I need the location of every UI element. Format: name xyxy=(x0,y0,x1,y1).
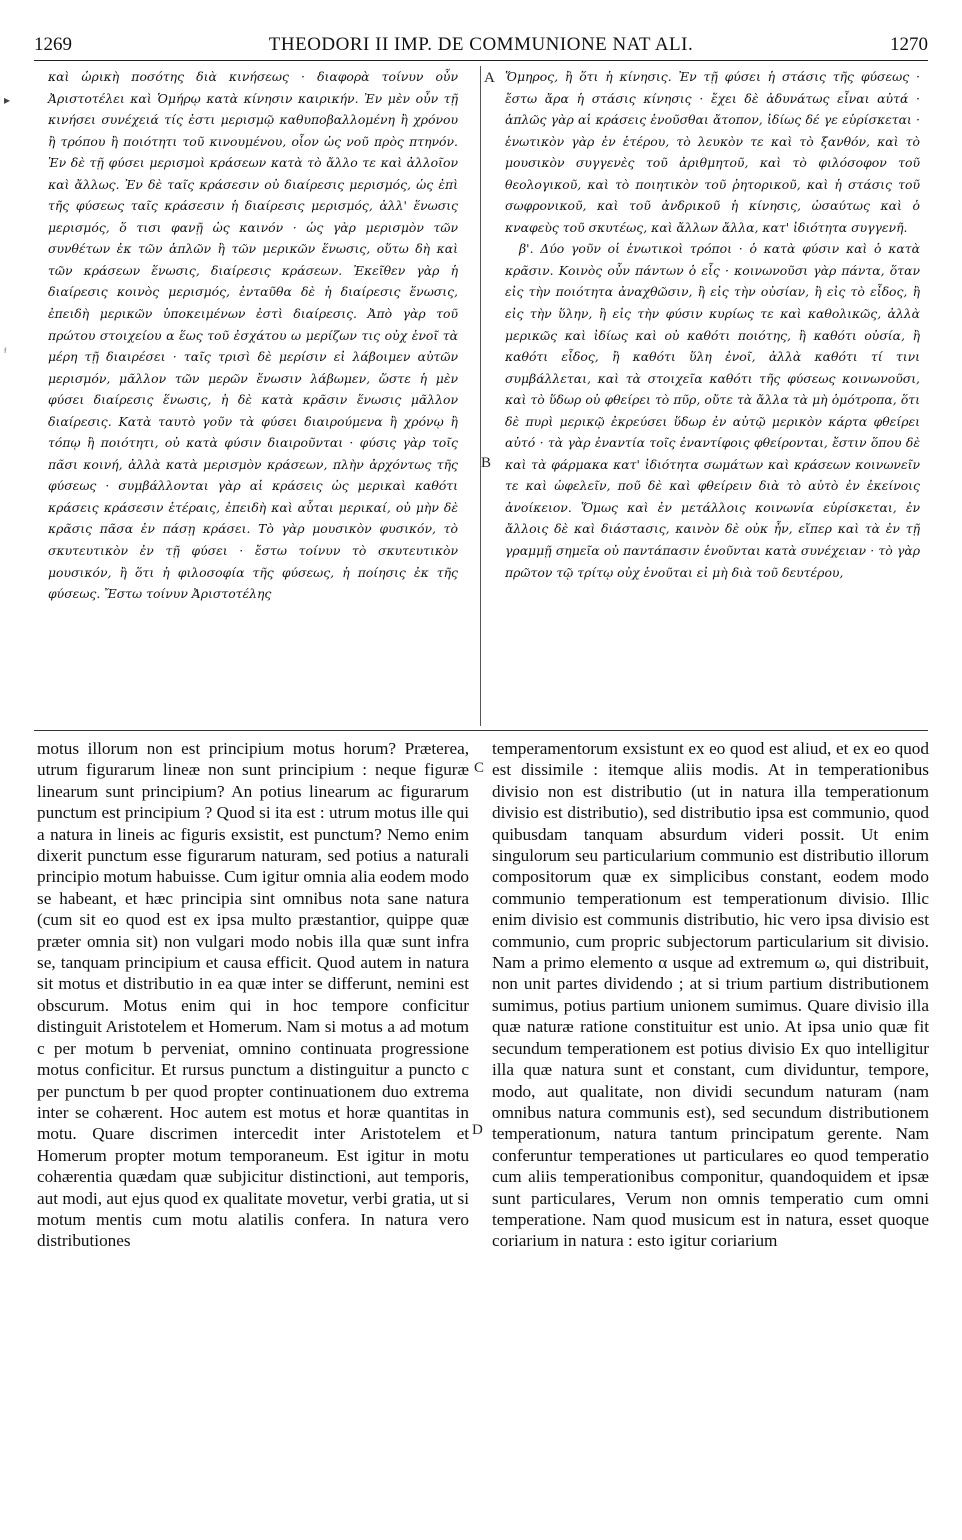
greek-column-left xyxy=(48,66,458,605)
greek-paragraph: β'. Δύο γοῦν οἱ ἑνωτικοὶ τρόποι · ὁ κατὰ φύσιν καὶ ὁ κατὰ κρᾶσιν. Κοινὸς οὖν πάντων ὁ εἷς · κοινωνοῦσι γὰρ πάντα, ὅταν εἰς τὴν ποιότητα ἀναχθῶσιν, ἢ εἰς τὴν οὐσίαν, ἢ εἰς τὸ εἶδος, ἢ εἰς τὴν ὕλην, ἢ εἰς τὴν φύσιν κυρίως τε καὶ καθολικῶς, ἀλλὰ μερικῶς καὶ ἰδίως καὶ οὐ καθότι ποιότης, ἢ καθότι οὐσία, ἢ καθότι εἶδος, ἢ καθότι ὕλη ἐνοῖ, ἀλλὰ καθότι τί τινι συμβάλλεται, καὶ τὰ στοιχεῖα καθότι τῆς φύσεως κοινωνοῦσι, καὶ τὸ ὕδωρ οὐ φθείρει τὸ πῦρ, οὔτε τὰ ἄλλα τὰ μὴ ὁμότροπα, ὅτι δὲ πυρὶ μερικῷ ἐκρεύσει ὕδωρ ἐν αὐτῷ μερικὸν κάρτα φθείρει αὐτό · τὰ γὰρ ἐναντία τοῖς ἐναντίφοις φθείρονται, ἔστιν ὅπου δὲ καὶ τὰ φάρμακα κατ' ἰδιότητα σωμάτων καὶ κράσεων κοινωνεῖν τε καὶ ὠφελεῖν, ποῦ δὲ καὶ φθείρειν διὰ τὸ αὐτὸ ἐν ἐκείνοις ἀνοίκειον. Ὅμως καὶ ἐν μετάλλοις κοινωνία εὑρίσκεται, ἐν ἄλλοις δὲ καὶ διάστασις, καινὸν δὲ οὐκ ἦν, εἴπερ καὶ τὰ ἐν τῇ γραμμῇ σημεῖα οὐ παντάπασιν ἑνοῦνται κατὰ συνέχειαν · τὸ γὰρ πρῶτον τῷ τρίτῳ οὐχ ἑνοῦται εἰ μὴ διὰ τοῦ δευτέρου, xyxy=(505,241,920,580)
greek-paragraph: καὶ ὡρικὴ ποσότης διὰ κινήσεως · διαφορὰ τοίνυν οὖν Ἀριστοτέλει καὶ Ὁμήρῳ κατὰ κίνησιν καιρικήν. Ἐν μὲν οὖν τῇ κινήσει συνέχειά τίς ἐστι μερισμῷ καθυποβαλλομένη ἢ χρόνου ἢ τρόπου ἢ ποιότητι τοῦ κινουμένου, οἷον ὡς νοῦ πρὸς πτηνόν. Ἐν δὲ τῇ φύσει μερισμοὶ κράσεων κατὰ τὸ ἄλλο τε καὶ ἀλλοῖον καὶ ἄλλως. Ἐν δὲ ταῖς κράσεσιν οὐ διαίρεσις μερισμός, ὡς ἐπὶ τῆς φύσεως ταῖς κράσεσιν ἡ διαίρεσις μερισμός, ἀλλ' ἕνωσις μερισμός, ὅ τισι φανῇ ὡς καινόν · ὡς γὰρ μερισμὸν τῶν συνθέτων ἐκ τῶν ἁπλῶν ἢ τῶν μερικῶν ἕνωσις, οὕτω δὴ καὶ τῶν κράσεων ἕνωσις, διαίρεσις κράσεων. Ἐκεῖθεν γὰρ ἡ διαίρεσις κοινὸς μερισμός, ἐνταῦθα δὲ ἡ διαίρεσις ἕνωσις, ἐπειδὴ μερικῶν ὑποκειμένων ἐστὶ διαίρεσις. Ἀπὸ γὰρ τοῦ πρώτου στοιχείου α ἕως τοῦ ἐσχάτου ω μερίζων τις οὐχ ἑνοῖ τὰ μέρη τῇ διαιρέσει · ταῖς τρισὶ δὲ μερίσιν εἰ λάβοιμεν αὐτῶν μερισμόν, μᾶλλον τῶν μερῶν ἕνωσιν λάβωμεν, ὥστε ἡ μὲν φύσει διαίρεσις ἕνωσις, ἡ δὲ κατὰ κρᾶσιν ἕνωσις μᾶλλον διαίρεσις. Κατὰ ταυτὸ γοῦν τὰ φύσει διαιρούμενα ἢ χρόνῳ ἢ τόπῳ ἢ ποιότητι, οὐ κατὰ φύσιν διαιροῦνται · φύσις γὰρ τοῖς πᾶσι κοινή, ἀλλὰ κατὰ μερισμὸν κράσεων, πλὴν ἀρχόντως τῆς φύσεως · συμβάλλονται γὰρ αἱ κράσεις ὡς μερικαὶ καθότι κράσεις κράσεσιν ἑτέραις, ἐπειδὴ καὶ αὗται μερικαί, οὐ μὴν δὲ κρᾶσις πᾶσα ἐν πάσῃ κράσει. Τὸ γὰρ μουσικὸν φυσικόν, τὸ σκυτευτικὸν ἐν τῇ φύσει · ἔστω τοίνυν τὸ σκυτευτικὸν μουσικόν, ἢ ὅτι ἡ φιλοσοφία τῆς φύσεως, ἡ ποίησις ἐκ τῆς φύσεως. Ἔστω τοίνυν Ἀριστοτέλης xyxy=(48,69,458,602)
margin-mark: ▸ xyxy=(4,93,11,107)
latin-paragraph: temperamentorum exsistunt ex eo quod est aliud, et ex eo quod est dissimile : itemque aliis modis. At in temperationibus divisio non est distributio (ut in natura illa temperationum divisio est distributio), sed distributio ipsa est communio, quod quibusdam tanquam absurdum videri possit. Ut enim singulorum seu particularium communio est distributio illorum compositorum quæ ex simplicibus constant, eodem modo communio temperationum est temperationum divisio. Illic enim divisio est communis distributio, hic vero ipsa divisio est communio, cum propric subjectorum particularium sit divisio. Nam a primo elemento α usque ad extremum ω, qui distribuit, non unit partes dividendo ; at si trium partium distributionem sumimus, potius partium unionem sumimus. Quare divisio illa quæ naturæ ratione constituitur est unio. At ipsa unio quæ fit secundum temperationem est potius divisio Ex quo intelligitur illa quæ natura sunt et constant, cum dividuntur, tempore, modo, aut qualitate, non dividi secundum naturam (nam omnibus natura communis est), sed secundum distributionem temperationum, natura tantum principatum gerente. Nam conferuntur temperationes ut particulares eo quod temperatio cum aliis temperationibus componitur, quandoquidem et ipsæ sunt particulares, Verum non omnis temperatio cum omni temperatione. Nam quod musicum est in natura, esset quoque coriarium in natura : esto igitur coriarium xyxy=(492,739,929,1251)
page-number-left: 1269 xyxy=(34,34,72,55)
greek-paragraph: Ὅμηρος, ἢ ὅτι ἡ κίνησις. Ἐν τῇ φύσει ἡ στάσις τῆς φύσεως · ἔστω ἄρα ἡ στάσις κίνησις · ἔχει δὲ ἀδυνάτως εἶναι αὐτά · ἁπλῶς γὰρ αἱ κράσεις ἑνοῦσθαι ἄτοπον, ἰδίως δέ γε εὑρίσκεται · ἑνωτικὸν γὰρ ἐν ἑτέρου, τὸ λευκὸν τε καὶ τὸ ξανθόν, καὶ τὸ μουσικὸν συγγενὲς τοῦ ἀριθμητοῦ, καὶ τὸ φιλόσοφον τοῦ θεολογικοῦ, καὶ τὸ ποιητικὸν τοῦ ῥητορικοῦ, καὶ ἡ στάσις τοῦ σωφρονικοῦ, καὶ τοῦ ἀνδρικοῦ ἡ κίνησις, ὡσαύτως καὶ ὁ κναφεὺς τοῦ σκυτέως, καὶ ἄλλων ἄλλα, κατ' ἰδιότητα συγγενῆ. xyxy=(505,69,920,235)
header-rule xyxy=(34,60,928,61)
column-divider xyxy=(480,66,481,726)
margin-letter-d: D xyxy=(472,1122,483,1138)
latin-paragraph: motus illorum non est principium motus horum? Præterea, utrum figurarum lineæ non sunt principium : neque figuræ linearum sunt principium? An potius linearum ac figurarum punctum est principium ? Quod si ita est : utrum motus ille qui a natura in lineis ac figuris exsistit, est punctum? Nemo enim dixerit punctum esse figurarum naturam, sed potius a naturali principio motum habuisse. Cum igitur omnia alia eodem modo se habeant, et hæc principia sint omnibus nota sane natura (cum sit eo quod est ex ipsa multo præstantior, quippe quæ præter omnia sit) non vulgari modo nobis illa quæ sunt infra se, tanquam principium et causa efficit. Quod autem in natura sit motus et distributio in ea quæ inter se differunt, nemini est obscurum. Motus enim qui in hoc tempore conficitur distinguit Aristotelem et Homerum. Nam si motus a ad motum c per motum b perveniat, omnino continuata progressione motus conficitur. Et rursus punctum a distinguitur a puncto c per punctum b per quod propter continuationem duo extrema inter se cohærent. Hoc autem est motus et horæ quantitas in motu. Quare discrimen intercedit inter Aristotelem et Homerum propter motum temporaneum. Est igitur in motu cohærentia quædam quæ subjicitur distinctioni, aut temporis, aut modi, aut ejus quod ex qualitate movetur, verbi gratia, ut si motum mentis cum motu alatilis confera. In natura vero distributiones xyxy=(37,739,470,1251)
margin-letter-a: A xyxy=(484,70,495,86)
section-rule xyxy=(34,730,928,731)
running-title: THEODORI II IMP. DE COMMUNIONE NAT ALI. xyxy=(268,34,694,55)
margin-letter-c: C xyxy=(474,760,485,776)
latin-column-left xyxy=(37,738,469,1252)
greek-column-right xyxy=(505,66,920,583)
page-number-right: 1270 xyxy=(890,34,928,55)
margin-letter-b: B xyxy=(481,455,492,471)
running-header xyxy=(28,34,934,60)
latin-column-right xyxy=(492,738,929,1252)
margin-mark: ᶠ xyxy=(4,345,7,359)
